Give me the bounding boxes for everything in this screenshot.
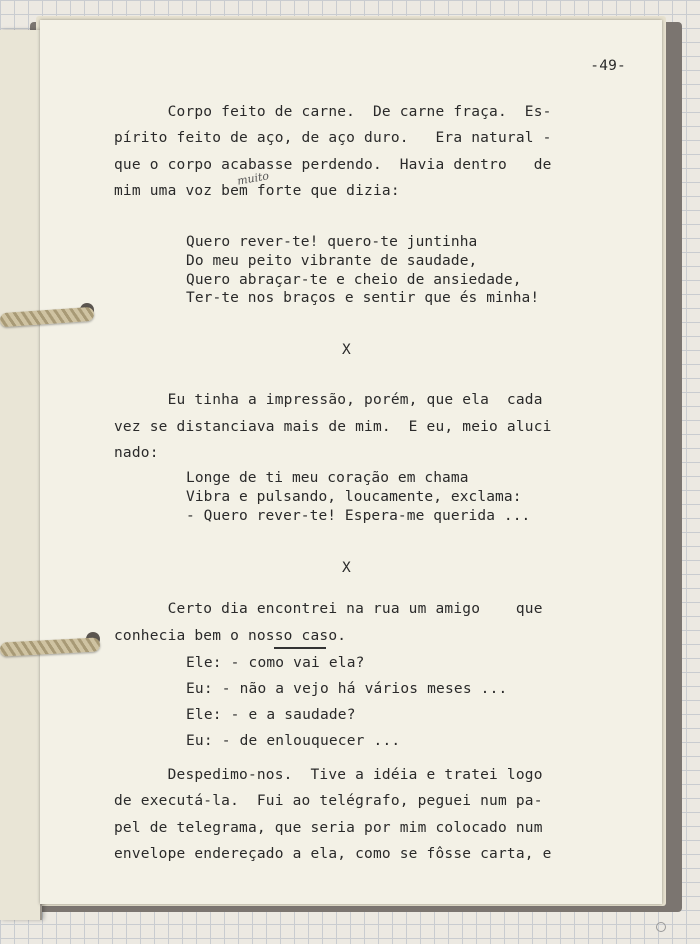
corner-mark: [656, 922, 666, 932]
line: mim uma voz bem forte que dizia:: [114, 183, 400, 199]
dialogue-line: Ele: - e a saudade?: [186, 707, 356, 723]
separator-mark: X: [342, 342, 351, 358]
verse-line: Longe de ti meu coração em chama: [186, 470, 469, 486]
line: Certo dia encontrei na rua um amigo que: [114, 601, 543, 617]
verse-line: Vibra e pulsando, loucamente, exclama:: [186, 489, 522, 505]
line: de executá-la. Fui ao telégrafo, peguei num pa-: [114, 793, 543, 809]
line: pírito feito de aço, de aço duro. Era natural -: [114, 130, 552, 146]
line: nado:: [114, 445, 159, 461]
page-number: -49-: [590, 58, 626, 74]
dialogue-line: Ele: - como vai ela?: [186, 655, 365, 671]
line: conhecia bem o nosso caso.: [114, 628, 347, 644]
line: pel de telegrama, que seria por mim colocado num: [114, 820, 543, 836]
verse-line: - Quero rever-te! Espera-me querida ...: [186, 508, 531, 524]
verse-line: Quero rever-te! quero-te juntinha: [186, 234, 478, 250]
typed-page: [40, 20, 662, 904]
line: Eu tinha a impressão, porém, que ela cada: [114, 392, 543, 408]
line: vez se distanciava mais de mim. E eu, meio aluci: [114, 419, 552, 435]
line: Despedimo-nos. Tive a idéia e tratei logo: [114, 767, 543, 783]
verse-line: Ter-te nos braços e sentir que és minha!: [186, 290, 540, 306]
dialogue-line: Eu: - de enlouquecer ...: [186, 733, 401, 749]
line: Corpo feito de carne. De carne fraça. Es-: [114, 104, 552, 120]
underline-mark: [274, 647, 326, 649]
verse-line: Do meu peito vibrante de saudade,: [186, 253, 478, 269]
verse-line: Quero abraçar-te e cheio de ansiedade,: [186, 272, 522, 288]
dialogue-line: Eu: - não a vejo há vários meses ...: [186, 681, 508, 697]
left-page-edge: [0, 30, 42, 920]
separator-mark: X: [342, 560, 351, 576]
handwritten-annotation: muito: [236, 169, 270, 188]
line: que o corpo acabasse perdendo. Havia dentro de: [114, 157, 552, 173]
line: envelope endereçado a ela, como se fôsse carta, e: [114, 846, 552, 862]
